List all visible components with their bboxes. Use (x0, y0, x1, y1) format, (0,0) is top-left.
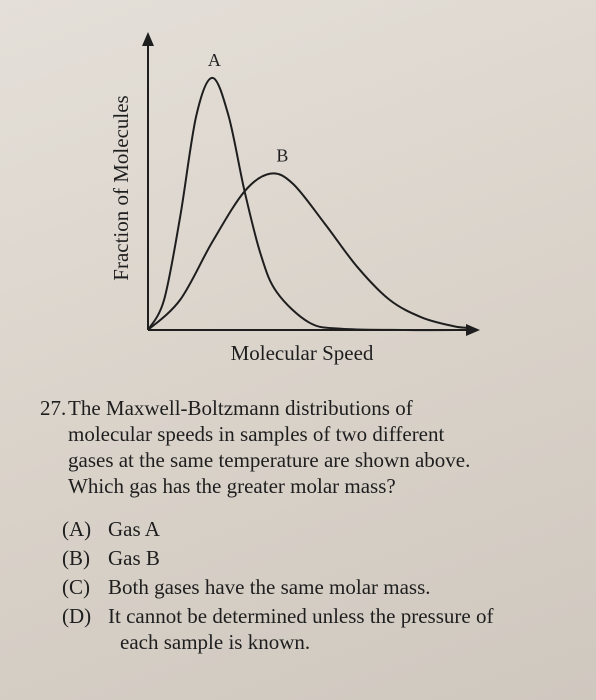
choice-letter: (C) (62, 575, 90, 599)
choice-letter: (A) (62, 517, 92, 541)
choice-line: Both gases have the same molar mass. (108, 575, 431, 599)
choice-b[interactable] (62, 545, 582, 574)
chart-axes (142, 32, 480, 336)
choice-text (108, 603, 493, 655)
answer-choices (62, 516, 582, 661)
question-line: gases at the same temperature are shown above. (68, 448, 471, 472)
choice-c[interactable] (62, 574, 582, 603)
choice-d[interactable] (62, 603, 582, 661)
choice-a[interactable] (62, 516, 582, 545)
choice-text (108, 545, 160, 571)
curve-label-b: B (276, 145, 289, 166)
y-axis-label: Fraction of Molecules (109, 95, 133, 281)
choice-line: Gas B (108, 546, 160, 570)
choice-letter: (D) (62, 604, 92, 628)
choice-line: Gas A (108, 517, 160, 541)
curve-label-a: A (207, 49, 221, 70)
question-line: The Maxwell-Boltzmann distributions of (68, 396, 413, 420)
choice-line: each sample is known. (120, 630, 311, 654)
question-number: 27. (40, 396, 67, 420)
choice-letter: (B) (62, 546, 90, 570)
y-axis-arrow (142, 32, 154, 46)
choice-text (108, 516, 160, 542)
x-axis-label: Molecular Speed (230, 341, 374, 365)
question-line: Which gas has the greater molar mass? (68, 474, 396, 498)
choice-text (108, 574, 431, 600)
choice-line: It cannot be determined unless the pressure of (108, 604, 494, 628)
question-line: molecular speeds in samples of two different (68, 422, 445, 446)
curve-b (148, 173, 470, 330)
chart-curves (148, 78, 470, 330)
question-text (68, 395, 568, 499)
